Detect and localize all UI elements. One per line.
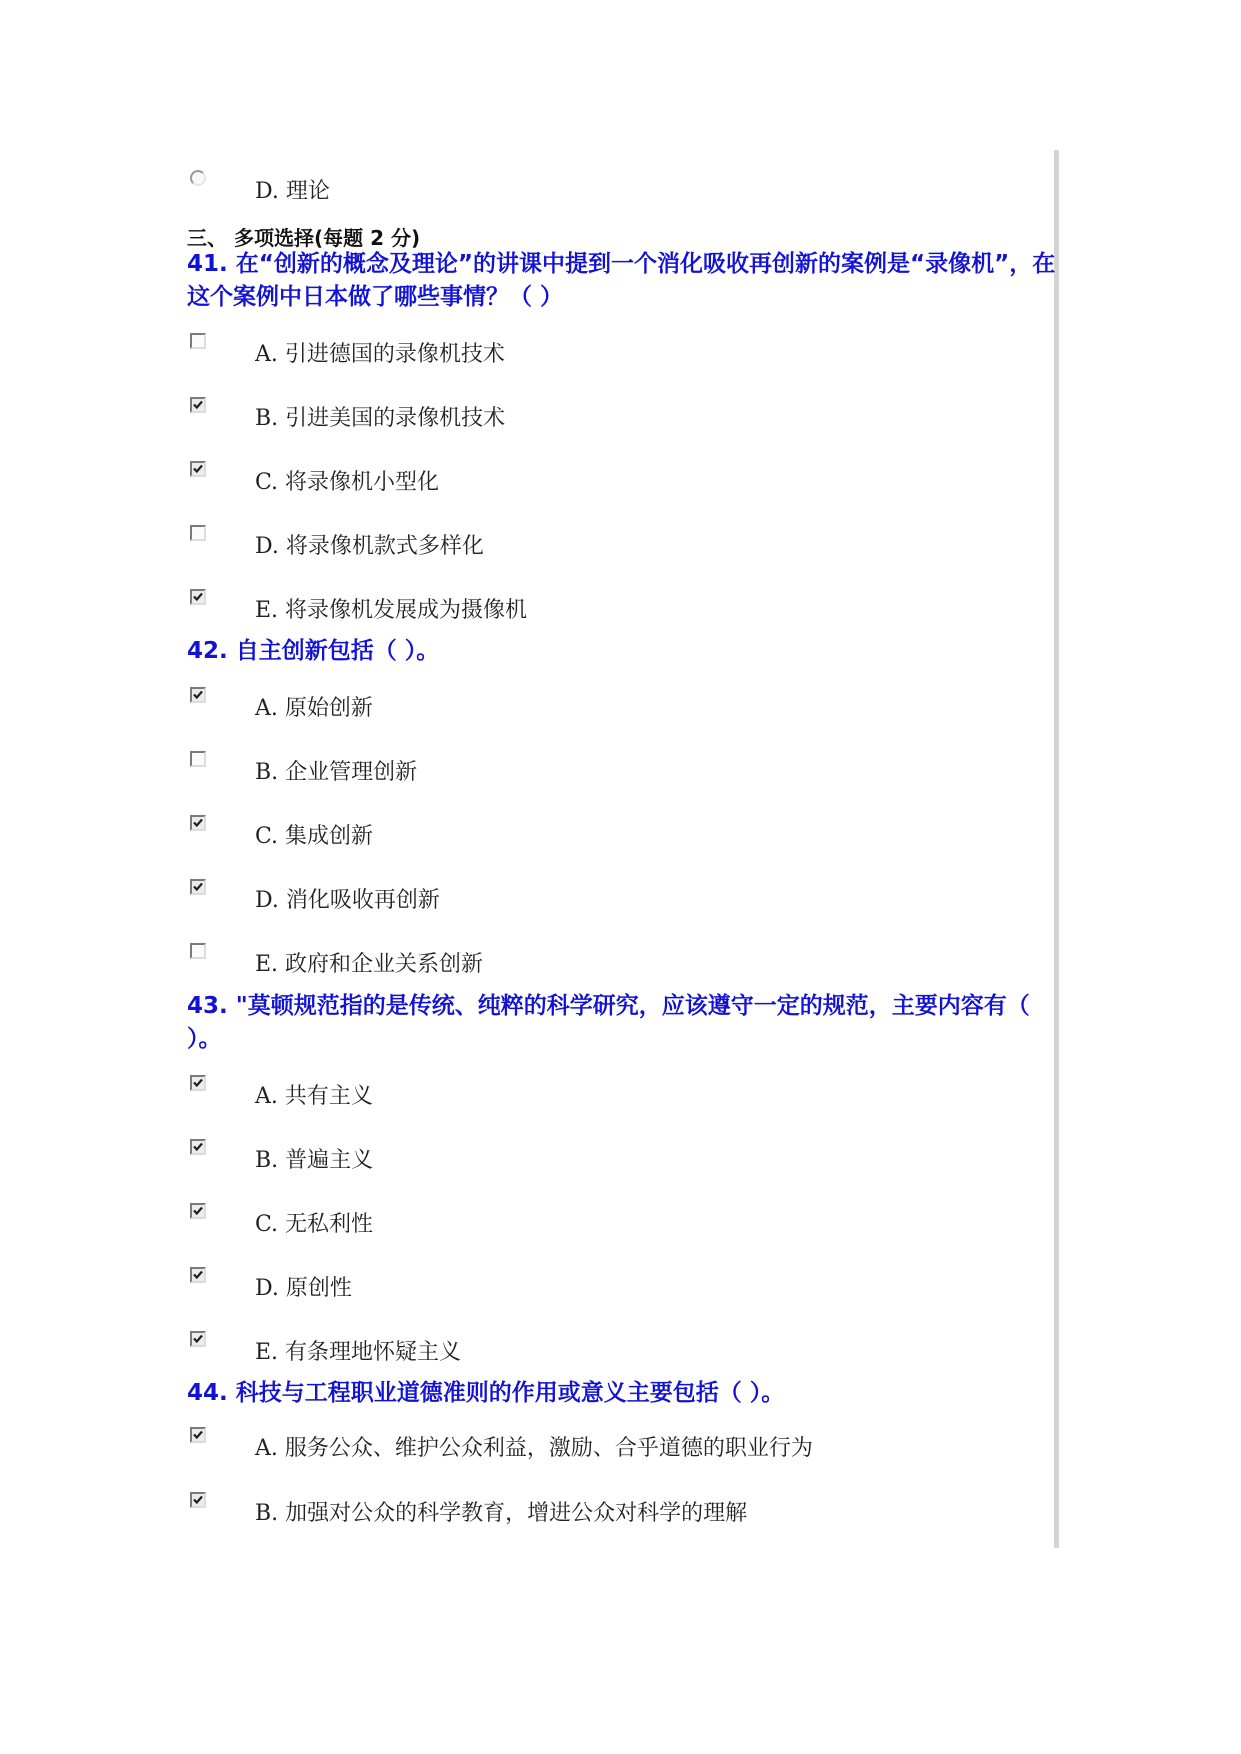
option-label: E. 将录像机发展成为摄像机 bbox=[255, 598, 528, 623]
option-label: D. 理论 bbox=[255, 179, 330, 204]
checkbox[interactable] bbox=[190, 525, 206, 541]
checkmark-icon bbox=[192, 463, 204, 475]
checkbox[interactable] bbox=[190, 943, 206, 959]
option-label: A. 引进德国的录像机技术 bbox=[255, 342, 505, 367]
checkmark-icon bbox=[192, 1429, 204, 1441]
checkbox[interactable] bbox=[190, 461, 206, 477]
checkbox[interactable] bbox=[190, 1203, 206, 1219]
checkmark-icon bbox=[192, 1494, 204, 1506]
option-label: A. 服务公众、维护公众利益，激励、合乎道德的职业行为 bbox=[255, 1436, 813, 1461]
option-label: B. 引进美国的录像机技术 bbox=[255, 406, 506, 431]
checkmark-icon bbox=[192, 881, 204, 893]
checkmark-icon bbox=[192, 1077, 204, 1089]
option-label: E. 政府和企业关系创新 bbox=[255, 952, 484, 977]
checkmark-icon bbox=[192, 1333, 204, 1345]
checkbox[interactable] bbox=[190, 397, 206, 413]
option-label: D. 消化吸收再创新 bbox=[255, 888, 440, 913]
question-44-text: 44. 科技与工程职业道德准则的作用或意义主要包括（ ）。 bbox=[187, 1380, 785, 1406]
checkbox[interactable] bbox=[190, 333, 206, 349]
checkbox[interactable] bbox=[190, 751, 206, 767]
checkbox[interactable] bbox=[190, 589, 206, 605]
vertical-scrollbar[interactable] bbox=[1054, 150, 1059, 1548]
question-41-text: 41. 在“创新的概念及理论”的讲课中提到一个消化吸收再创新的案例是“录像机”，在这个案例中日本做了哪些事情？（ ） bbox=[187, 251, 1056, 310]
option-label: E. 有条理地怀疑主义 bbox=[255, 1340, 462, 1365]
option-label: C. 集成创新 bbox=[255, 824, 374, 849]
question-42-text: 42. 自主创新包括（ ）。 bbox=[187, 638, 440, 664]
checkmark-icon bbox=[192, 817, 204, 829]
checkbox[interactable] bbox=[190, 879, 206, 895]
option-label: C. 无私利性 bbox=[255, 1212, 374, 1237]
option-label: B. 加强对公众的科学教育，增进公众对科学的理解 bbox=[255, 1501, 748, 1526]
radio-button[interactable] bbox=[190, 170, 206, 186]
option-label: B. 普遍主义 bbox=[255, 1148, 374, 1173]
checkbox[interactable] bbox=[190, 815, 206, 831]
option-label: C. 将录像机小型化 bbox=[255, 470, 440, 495]
question-43-text: 43. "莫顿规范指的是传统、纯粹的科学研究，应该遵守一定的规范，主要内容有（ ）。 bbox=[187, 993, 1030, 1052]
checkmark-icon bbox=[192, 1141, 204, 1153]
checkmark-icon bbox=[192, 399, 204, 411]
option-label: A. 原始创新 bbox=[255, 696, 373, 721]
checkbox[interactable] bbox=[190, 1075, 206, 1091]
checkmark-icon bbox=[192, 1269, 204, 1281]
option-label: B. 企业管理创新 bbox=[255, 760, 418, 785]
checkbox[interactable] bbox=[190, 1267, 206, 1283]
checkmark-icon bbox=[192, 1205, 204, 1217]
option-label: A. 共有主义 bbox=[255, 1084, 373, 1109]
section-title: 三、 多项选择(每题 2 分) bbox=[187, 226, 421, 250]
checkbox[interactable] bbox=[190, 1492, 206, 1508]
checkmark-icon bbox=[192, 591, 204, 603]
option-label: D. 将录像机款式多样化 bbox=[255, 534, 484, 559]
checkbox[interactable] bbox=[190, 1139, 206, 1155]
checkbox[interactable] bbox=[190, 1331, 206, 1347]
checkbox[interactable] bbox=[190, 687, 206, 703]
option-label: D. 原创性 bbox=[255, 1276, 352, 1301]
checkmark-icon bbox=[192, 689, 204, 701]
checkbox[interactable] bbox=[190, 1427, 206, 1443]
